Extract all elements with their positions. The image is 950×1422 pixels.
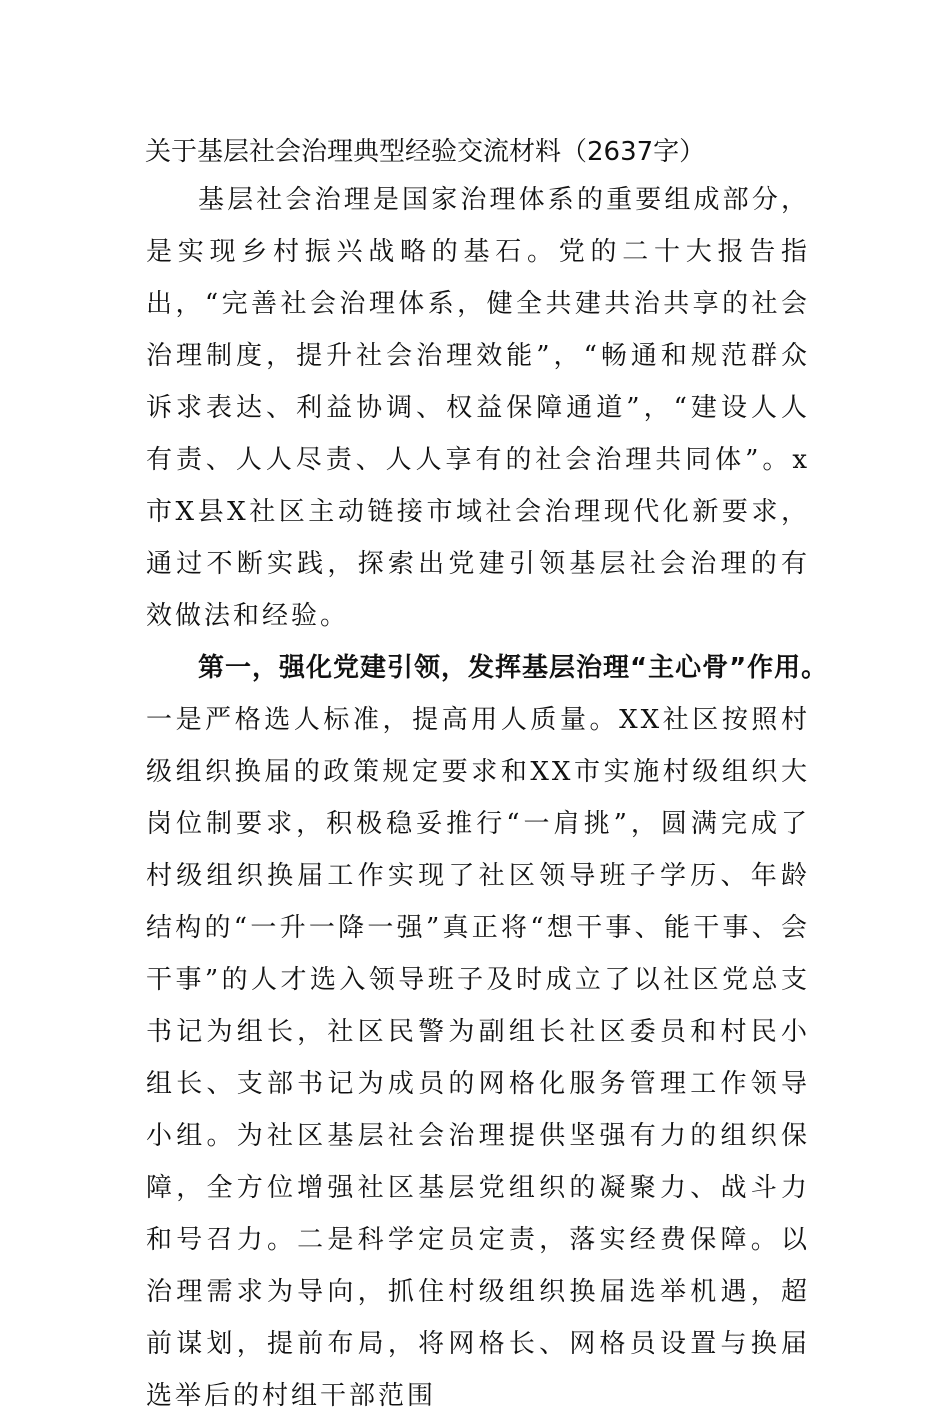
document-body [146, 174, 829, 1422]
section-body-paragraph: 一是严格选人标准，提高用人质量。XX社区按照村级组织换届的政策规定要求和XX市实施村级组织大岗位制要求，积极稳妥推行“一肩挑”，圆满完成了村级组织换届工作实现了社区领导班子学历、年龄结构的“一升一降一强”真正将“想干事、能干事、会干事”的人才选入领导班子及时成立了以社区党总支书记为组长，社区民警为副组长社区委员和村民小组长、支部书记为成员的网格化服务管理工作领导小组。为社区基层社会治理提供坚强有力的组织保障，全方位增强社区基层党组织的凝聚力、战斗力和号召力。二是科学定员定责，落实经费保障。以治理需求为导向，抓住村级组织换届选举机遇，超前谋划，提前布局，将网格长、网格员设置与换届选举后的村组干部范围 [146, 705, 810, 1411]
section-heading: 第一，强化党建引领，发挥基层治理“主心骨”作用。 [198, 653, 829, 683]
intro-paragraph: 基层社会治理是国家治理体系的重要组成部分，是实现乡村振兴战略的基石。党的二十大报告指出，“完善社会治理体系，健全共建共治共享的社会治理制度，提升社会治理效能”，“畅通和规范群众诉求表达、利益协调、权益保障通道”，“建设人人有责、人人尽责、人人享有的社会治理共同体”。x市X县X社区主动链接市域社会治理现代化新要求，通过不断实践，探索出党建引领基层社会治理的有效做法和经验。 [146, 185, 810, 631]
document-title: 关于基层社会治理典型经验交流材料（2637字） [145, 137, 706, 167]
